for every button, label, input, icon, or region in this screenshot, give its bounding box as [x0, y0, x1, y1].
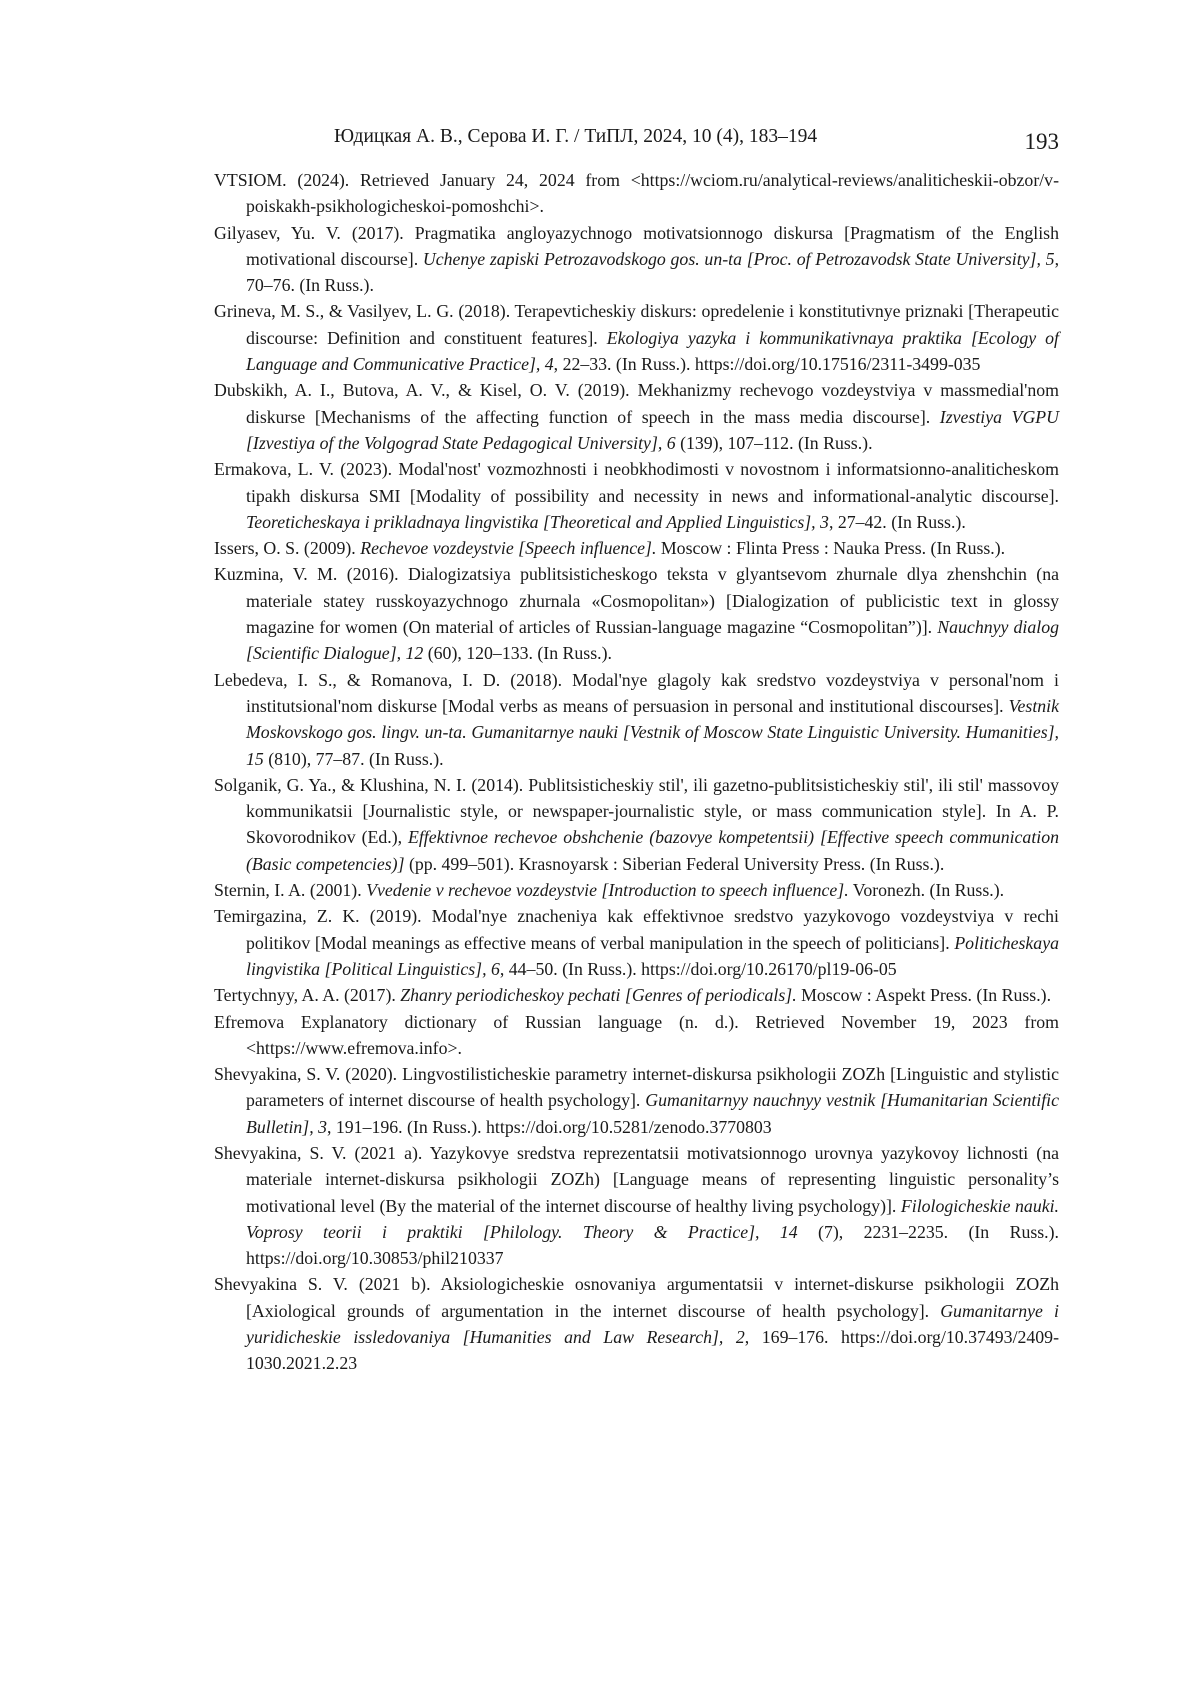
- reference-entry: [214, 982, 1059, 1008]
- reference-source-title: Vestnik Moskovskogo gos. lingv. un-ta. Gumanitarnye nauki [Vestnik of Moscow State Linguistic University. Humanities], 15: [246, 695, 1059, 769]
- reference-list: [214, 167, 1059, 1377]
- reference-source-title: Gumanitarnyy nauchnyy vestnik [Humanitarian Scientific Bulletin], 3: [246, 1090, 1059, 1137]
- reference-text: Dubskikh, A. I., Butova, A. V., & Kisel, O. V. (2019). Mekhanizmy rechevogo vozdeystviya v massmedial'nom diskurse [Mechanisms of the affecting function of speech in the mass media discourse].: [214, 380, 1059, 427]
- reference-entry: [214, 1009, 1059, 1062]
- reference-text: Gilyasev, Yu. V. (2017). Pragmatika angloyazychnogo motivatsionnogo diskursa [Pragmatism of the English motivational discourse].: [214, 222, 1059, 269]
- reference-text: Issers, O. S. (2009).: [214, 538, 361, 559]
- reference-text: (60), 120–133. (In Russ.).: [423, 643, 612, 664]
- reference-text: (pp. 499–501). Krasnoyarsk : Siberian Federal University Press. (In Russ.).: [404, 853, 945, 874]
- reference-entry: [214, 167, 1059, 220]
- reference-text: , 70–76. (In Russ.).: [246, 248, 1060, 296]
- reference-source-title: Uchenye zapiski Petrozavodskogo gos. un-ta [Proc. of Petrozavodsk State University], 5: [422, 248, 1055, 269]
- reference-source-title: Gumanitarnye i yuridicheskie issledovaniya [Humanities and Law Research], 2: [246, 1300, 1059, 1348]
- reference-text: Tertychnyy, A. A. (2017).: [214, 985, 401, 1006]
- reference-text: , 44–50. (In Russ.). https://doi.org/10.26170/pl19-06-05: [499, 958, 897, 979]
- reference-text: Solganik, G. Ya., & Klushina, N. I. (2014). Publitsisticheskiy stil', ili gazetno-publitsisticheskiy stil', ili stil' massovoy kommunikatsii [Journalistic style, or newspaper-journalistic style, or mass communication style]. In A. P. Skovorodnikov (Ed.),: [214, 774, 1059, 848]
- reference-text: Moscow : Aspekt Press. (In Russ.).: [796, 985, 1052, 1006]
- reference-text: Ermakova, L. V. (2023). Modal'nost' vozmozhnosti i neobkhodimosti v novostnom i informatsionno-analiticheskom tipakh diskursa SMI [Modality of possibility and necessity in news and informational-analytic discourse].: [214, 459, 1059, 506]
- reference-source-title: Izvestiya VGPU [Izvestiya of the Volgograd State Pedagogical University], 6: [246, 406, 1060, 453]
- reference-text: Kuzmina, V. M. (2016). Dialogizatsiya publitsisticheskogo teksta v glyantsevom zhurnale dlya zhenshchin (na materiale statey russkoyazychnogo zhurnala «Cosmopolitan») [Dialogization of publicistic text in glossy magazine for women (On material of articles of Russian-language magazine “Cosmopolitan”)].: [214, 564, 1059, 638]
- reference-text: Voronezh. (In Russ.).: [848, 880, 1005, 901]
- reference-entry: [214, 377, 1059, 456]
- reference-text: Shevyakina, S. V. (2021 a). Yazykovye sredstva reprezentatsii motivatsionnogo urovnya yazykovoy lichnosti (na materiale internet-diskursa psikhologii ZOZh) [Language means of representing linguistic personality’s motivational level (By the material of the internet discourse of healthy living psychology)].: [214, 1142, 1059, 1216]
- reference-text: Sternin, I. A. (2001).: [214, 880, 367, 901]
- running-head: Юдицкая А. В., Серова И. Г. / ТиПЛ, 2024, 10 (4), 183–194: [334, 126, 818, 147]
- reference-entry: [214, 877, 1059, 903]
- reference-text: , 191–196. (In Russ.). https://doi.org/10.5281/zenodo.3770803: [327, 1116, 772, 1137]
- reference-source-title: Effektivnoe rechevoe obshchenie (bazovye kompetentsii) [Effective speech communication (Basic competencies)]: [246, 827, 1059, 874]
- reference-text: Temirgazina, Z. K. (2019). Modal'nye znacheniya kak effektivnoe sredstvo yazykovogo vozdeystviya v rechi politikov [Modal meanings as effective means of verbal manipulation in the speech of politicians].: [214, 906, 1059, 953]
- reference-text: (7), 2231–2235. (In Russ.). https://doi.org/10.30853/phil210337: [246, 1221, 1059, 1269]
- reference-text: , 22–33. (In Russ.). https://doi.org/10.17516/2311-3499-035: [553, 354, 981, 375]
- reference-source-title: Zhanry periodicheskoy pechati [Genres of periodicals].: [400, 985, 797, 1006]
- reference-text: Efremova Explanatory dictionary of Russian language (n. d.). Retrieved November 19, 2023 from <https://www.efremova.info>.: [214, 1011, 1059, 1058]
- reference-entry: [214, 772, 1059, 877]
- reference-source-title: Filologicheskie nauki. Voprosy teorii i praktiki [Philology. Theory & Practice], 14: [246, 1195, 1059, 1242]
- reference-entry: [214, 561, 1059, 666]
- reference-text: Moscow : Flinta Press : Nauka Press. (In Russ.).: [656, 538, 1006, 559]
- reference-source-title: Nauchnyy dialog [Scientific Dialogue], 12: [246, 617, 1059, 664]
- reference-text: VTSIOM. (2024). Retrieved January 24, 2024 from <https://wciom.ru/analytical-reviews/analiticheskii-obzor/v-poiskakh-psikhologicheskoi-pomoshchi>.: [214, 170, 1059, 217]
- page-number: 193: [1024, 129, 1059, 154]
- reference-text: (139), 107–112. (In Russ.).: [675, 432, 873, 453]
- reference-entry: [214, 456, 1059, 535]
- reference-source-title: Vvedenie v rechevoe vozdeystvie [Introduction to speech influence].: [366, 880, 849, 901]
- reference-text: Grineva, M. S., & Vasilyev, L. G. (2018). Terapevticheskiy diskurs: opredelenie i konstitutivnye priznaki [Therapeutic discourse: Definition and constituent features].: [214, 301, 1059, 348]
- reference-source-title: Ekologiya yazyka i kommunikativnaya praktika [Ecology of Language and Communicative Practice], 4: [246, 327, 1059, 375]
- reference-text: Shevyakina S. V. (2021 b). Aksiologicheskie osnovaniya argumentatsii v internet-diskurse psikhologii ZOZh [Axiological grounds of argumentation in the internet discourse of health psychology].: [214, 1274, 1059, 1321]
- reference-entry: [214, 1061, 1059, 1140]
- reference-text: Lebedeva, I. S., & Romanova, I. D. (2018). Modal'nye glagoly kak sredstvo vozdeystviya v personal'nom i institutsional'nom diskurse [Modal verbs as means of persuasion in personal and institutional discourses].: [214, 669, 1059, 716]
- reference-text: , 27–42. (In Russ.).: [828, 511, 966, 532]
- reference-entry: [214, 903, 1059, 982]
- reference-entry: [214, 667, 1059, 772]
- reference-source-title: Teoreticheskaya i prikladnaya lingvistika [Theoretical and Applied Linguistics], 3: [246, 511, 829, 532]
- reference-text: , 169–176. https://doi.org/10.37493/2409-1030.2021.2.23: [246, 1327, 1059, 1374]
- reference-source-title: Politicheskaya lingvistika [Political Linguistics], 6: [246, 932, 1059, 979]
- reference-source-title: Rechevoe vozdeystvie [Speech influence].: [360, 538, 657, 559]
- reference-text: Shevyakina, S. V. (2020). Lingvostilisticheskie parametry internet-diskursa psikhologii ZOZh [Linguistic and stylistic parameters of internet discourse of health psychology].: [214, 1064, 1059, 1111]
- page-header: [214, 124, 1059, 156]
- reference-entry: [214, 1271, 1059, 1376]
- reference-entry: [214, 1140, 1059, 1271]
- reference-entry: [214, 298, 1059, 377]
- reference-entry: [214, 535, 1059, 561]
- reference-entry: [214, 220, 1059, 299]
- reference-text: (810), 77–87. (In Russ.).: [263, 748, 444, 769]
